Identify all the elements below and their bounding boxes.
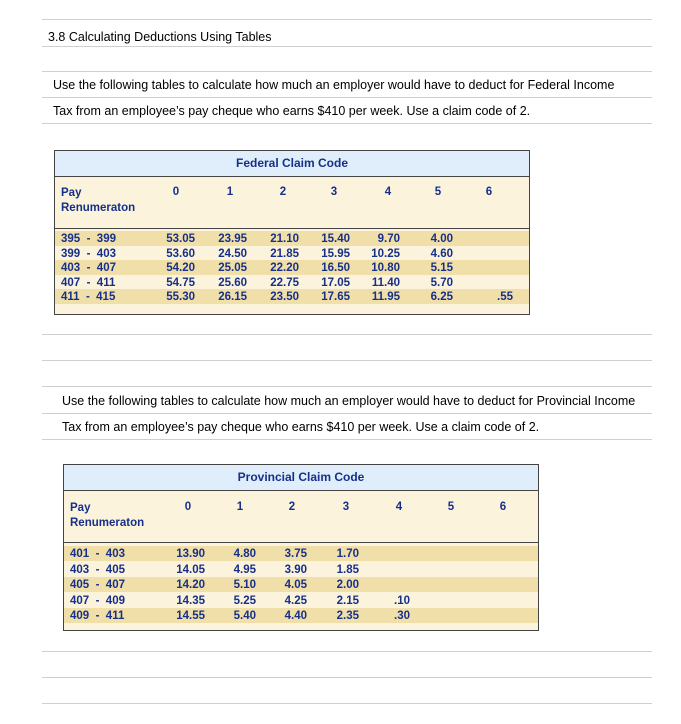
deduction-value: 4.05 [284, 579, 307, 592]
deduction-value: 14.20 [176, 579, 205, 592]
deduction-value: 2.35 [336, 610, 359, 623]
rule-line [42, 123, 652, 124]
deduction-value: 23.50 [270, 291, 299, 304]
deduction-value: 1.85 [336, 563, 359, 576]
deduction-value: 10.80 [371, 262, 400, 275]
deduction-value: 4.60 [430, 247, 453, 260]
deduction-value: 23.95 [218, 233, 247, 245]
deduction-value: 5.15 [430, 262, 453, 275]
deduction-value: 21.85 [270, 247, 299, 260]
deduction-value: 53.05 [166, 233, 195, 245]
deduction-value: 15.40 [321, 233, 350, 245]
deduction-value: 4.80 [233, 548, 256, 560]
rule-line [42, 703, 652, 704]
claim-code-header: 5 [447, 501, 455, 513]
deduction-value: 5.10 [233, 579, 256, 592]
rule-line [42, 46, 652, 47]
claim-code-header: 0 [184, 501, 192, 513]
deduction-value: 5.40 [233, 610, 256, 623]
federal-instruction-line1: Use the following tables to calculate how much an employer would have to deduct for Federal Income [53, 78, 615, 92]
deduction-value: 1.70 [336, 548, 359, 560]
pay-range: 409 - 411 [70, 610, 125, 623]
deduction-value: .10 [394, 594, 410, 607]
federal-instruction-line2: Tax from an employee’s pay cheque who earns $410 per week. Use a claim code of 2. [53, 104, 531, 118]
pay-range: 411 - 415 [61, 291, 116, 304]
provincial-pay-label [70, 501, 144, 531]
deduction-value: 4.40 [284, 610, 307, 623]
deduction-value: 14.05 [176, 563, 205, 576]
federal-separator [55, 228, 529, 229]
deduction-value: 14.55 [176, 610, 205, 623]
deduction-value: 9.70 [377, 233, 400, 245]
rule-line [42, 360, 652, 361]
federal-pay-label [61, 186, 135, 216]
pay-range: 403 - 405 [70, 563, 125, 576]
deduction-value: 53.60 [166, 247, 195, 260]
deduction-value: 10.25 [371, 247, 400, 260]
federal-table-title: Federal Claim Code [55, 151, 529, 177]
deduction-value: 55.30 [166, 291, 195, 304]
pay-range: 399 - 403 [61, 247, 116, 260]
pay-range: 403 - 407 [61, 262, 116, 275]
deduction-value: 11.95 [371, 291, 400, 304]
rule-line [42, 334, 652, 335]
deduction-value: 3.75 [284, 548, 307, 560]
deduction-value: 4.95 [233, 563, 256, 576]
deduction-value: 4.00 [430, 233, 453, 245]
deduction-value: 14.35 [176, 594, 205, 607]
provincial-claim-table [63, 464, 539, 631]
deduction-value: 15.95 [321, 247, 350, 260]
provincial-instruction-line1: Use the following tables to calculate how much an employer would have to deduct for Provincial Income [62, 394, 636, 408]
deduction-value: 4.25 [284, 594, 307, 607]
provincial-separator [64, 542, 538, 543]
rule-line [42, 386, 652, 387]
deduction-value: 11.40 [371, 276, 400, 289]
claim-code-header: 2 [279, 186, 287, 198]
claim-code-header: 4 [384, 186, 392, 198]
deduction-value: 5.25 [233, 594, 256, 607]
deduction-value: 24.50 [218, 247, 247, 260]
deduction-value: 25.05 [218, 262, 247, 275]
claim-code-header: 3 [342, 501, 350, 513]
renumeration-label: Renumeraton [61, 202, 136, 214]
deduction-value: 22.20 [270, 262, 299, 275]
claim-code-header: 3 [330, 186, 338, 198]
deduction-value: 22.75 [270, 276, 299, 289]
provincial-instruction-line2: Tax from an employee’s pay cheque who earns $410 per week. Use a claim code of 2. [62, 420, 540, 434]
renumeration-label: Renumeraton [70, 517, 145, 529]
pay-range: 407 - 409 [70, 594, 125, 607]
deduction-value: 13.90 [176, 548, 205, 560]
deduction-value: 5.70 [430, 276, 453, 289]
rule-line [42, 651, 652, 652]
deduction-value: 2.00 [336, 579, 359, 592]
rule-line [42, 97, 652, 98]
section-title: 3.8 Calculating Deductions Using Tables [48, 30, 272, 44]
deduction-value: 3.90 [284, 563, 307, 576]
pay-range: 395 - 399 [61, 233, 116, 245]
pay-range: 405 - 407 [70, 579, 125, 592]
federal-claim-table [54, 150, 530, 315]
provincial-table-title: Provincial Claim Code [64, 465, 538, 491]
deduction-value: .55 [497, 291, 513, 304]
deduction-value: 17.05 [321, 276, 350, 289]
claim-code-header: 4 [395, 501, 403, 513]
deduction-value: 6.25 [430, 291, 453, 304]
rule-line [42, 413, 652, 414]
claim-code-header: 6 [485, 186, 493, 198]
claim-code-header: 0 [172, 186, 180, 198]
claim-code-header: 5 [434, 186, 442, 198]
deduction-value: 17.65 [321, 291, 350, 304]
deduction-value: .30 [394, 610, 410, 623]
claim-code-header: 6 [499, 501, 507, 513]
claim-code-header: 2 [288, 501, 296, 513]
deduction-value: 54.75 [166, 276, 195, 289]
deduction-value: 54.20 [166, 262, 195, 275]
rule-line [42, 71, 652, 72]
rule-line [42, 677, 652, 678]
pay-label: Pay [70, 502, 91, 514]
deduction-value: 16.50 [321, 262, 350, 275]
deduction-value: 21.10 [270, 233, 299, 245]
pay-range: 401 - 403 [70, 548, 125, 560]
claim-code-header: 1 [226, 186, 234, 198]
claim-code-header: 1 [236, 501, 244, 513]
pay-label: Pay [61, 187, 82, 199]
pay-range: 407 - 411 [61, 276, 116, 289]
rule-line [42, 19, 652, 20]
deduction-value: 25.60 [218, 276, 247, 289]
rule-line [42, 439, 652, 440]
deduction-value: 2.15 [336, 594, 359, 607]
deduction-value: 26.15 [218, 291, 247, 304]
